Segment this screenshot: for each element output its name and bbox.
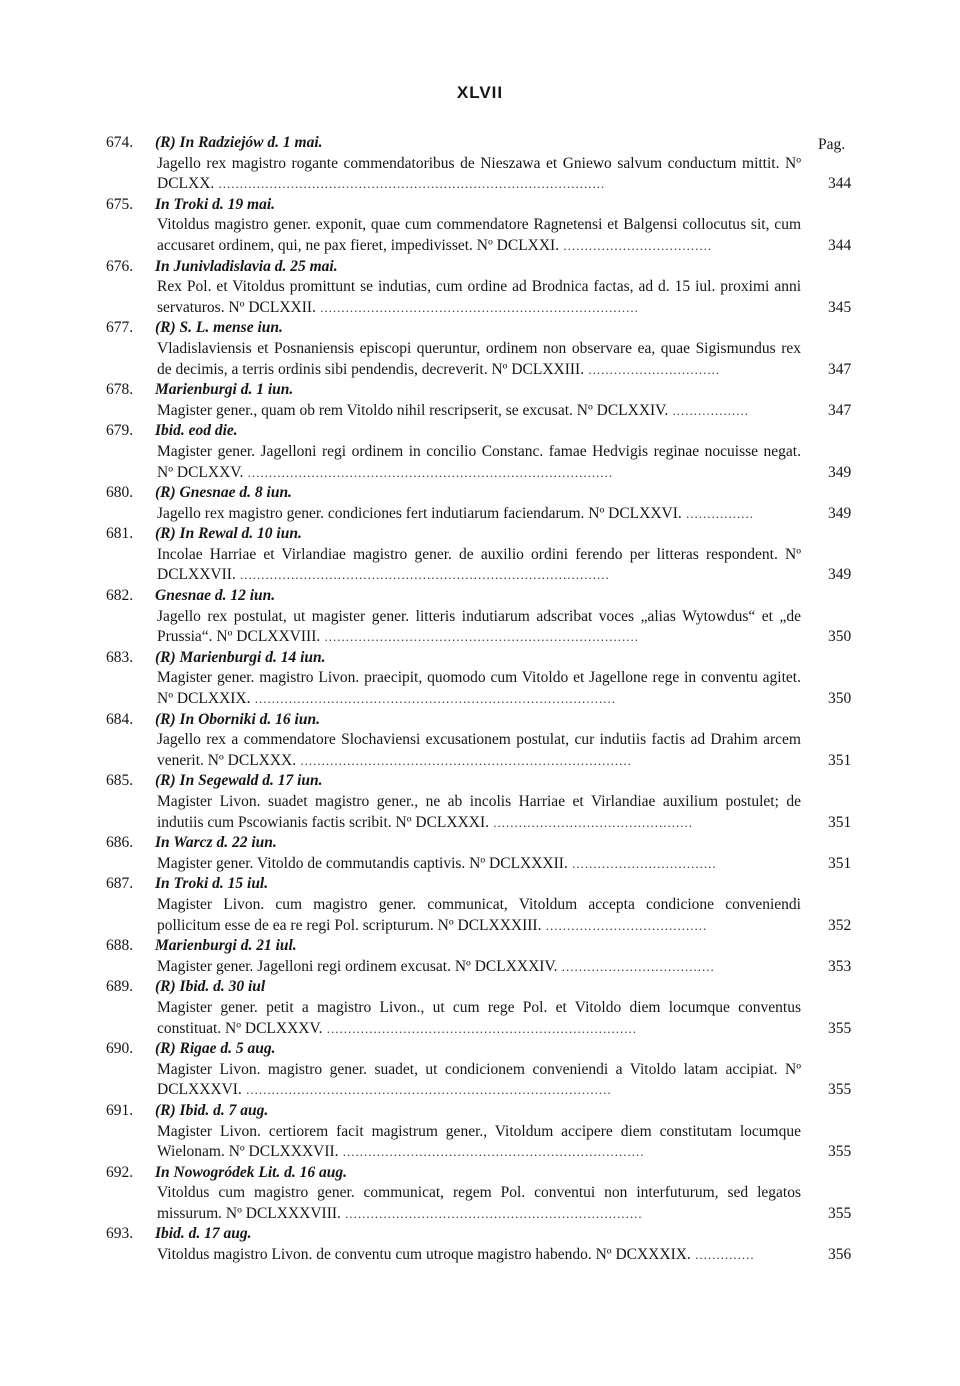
entry-place-date: (R) Marienburgi d. 14 iun. [155,648,326,666]
dot-leader: .......................................................................... [320,629,639,645]
entry-place-date: In Warcz d. 22 iun. [155,834,277,852]
entry-summary [157,792,853,833]
dot-leader: ...................................................................................... [241,1082,612,1098]
entry-text: Magister gener. petit a magistro Livon., ut cum rege Pol. et Vitoldo diem locumque conventus constituat. Nº DCLXXXV. [157,998,801,1037]
entry-number: 680. [106,484,134,502]
page-column-label: Pag. [818,136,846,153]
list-item [0,1224,960,1265]
entry-summary [157,1245,853,1266]
entry-page-number: 351 [828,813,852,831]
entry-heading [0,936,960,957]
entry-heading [0,257,960,278]
entry-text: Magister Livon. cum magistro gener. communicat, Vitoldum accepta condicione conveniendi pollicitum esse de ea re regi Pol. scripturum. Nº DCLXXXIII. [157,895,801,934]
entry-heading [0,1163,960,1184]
entry-text: Magister Livon. magistro gener. suadet, ut condicionem conveniendi a Vitoldo latam accipiat. Nº DCLXXXVI. [157,1060,801,1099]
entry-summary [157,277,853,318]
entry-place-date: In Nowogródek Lit. d. 16 aug. [155,1163,348,1181]
entry-number: 681. [106,525,134,543]
entry-summary [157,215,853,256]
entry-page-number: 353 [828,957,852,975]
entry-summary [157,401,853,422]
list-item [0,833,960,874]
entry-number: 676. [106,257,134,275]
entry-summary [157,442,853,483]
entry-number: 675. [106,195,134,213]
entry-summary [157,957,853,978]
list-item [0,586,960,648]
entry-place-date: Gnesnae d. 12 iun. [155,587,276,605]
entry-summary [157,998,853,1039]
dot-leader: ....................................................................................... [235,567,610,583]
entry-place-date: (R) S. L. mense iun. [155,319,283,337]
list-item [0,421,960,483]
entry-place-date: In Junivladislavia d. 25 mai. [155,257,338,275]
entry-number: 691. [106,1101,134,1119]
entry-summary [157,607,853,648]
entry-number: 692. [106,1163,134,1181]
entry-number: 687. [106,875,134,893]
entry-number: 688. [106,937,134,955]
entry-text: Vitoldus magistro Livon. de conventu cum utroque magistro habendo. Nº DCXXXIX. [157,1246,691,1264]
entry-heading [0,1101,960,1122]
entry-heading [0,524,960,545]
entry-place-date: In Troki d. 19 mai. [155,195,275,213]
entry-text: Jagello rex magistro gener. condiciones fert indutiarum faciendarum. Nº DCLXXVI. [157,504,682,522]
entry-text: Vitoldus magistro gener. exponit, quae cum commendatore Ragnetensi et Balgensi collocutus sit, cum accusaret ordinem, qui, ne pax fieret, impedivisset. Nº DCLXXI. [157,216,801,254]
list-item [0,380,960,421]
entry-text: Magister gener. Vitoldo de commutandis captivis. Nº DCLXXXII. [157,854,568,872]
entry-page-number: 355 [828,1081,852,1099]
dot-leader: .................................... [557,958,715,974]
entry-number: 689. [106,978,134,996]
entry-heading [0,133,960,154]
entry-page-number: 356 [828,1246,852,1264]
entry-text: Vitoldus cum magistro gener. communicat, regem Pol. conventui non interfuturum, sed legatos missurum. Nº DCLXXXVIII. [157,1184,801,1222]
entry-summary [157,730,853,771]
entry-number: 677. [106,319,134,337]
entry-place-date: (R) In Rewal d. 10 iun. [155,525,302,543]
entry-heading [0,483,960,504]
dot-leader: ..................................................................................... [250,691,616,707]
entry-number: 693. [106,1225,134,1243]
entry-place-date: (R) In Oborniki d. 16 iun. [155,710,320,728]
entry-page-number: 350 [828,690,852,708]
dot-leader: ............................................... [489,814,693,830]
list-item [0,257,960,319]
entry-summary [157,154,853,195]
dot-leader: ...................................................................... [340,1205,643,1221]
entry-heading [0,771,960,792]
entry-page-number: 355 [828,1204,852,1222]
entry-page-number: 352 [828,916,852,934]
entry-text: Jagello rex postulat, ut magister gener. litteris indutiarum adscribat voces „alias Wytowdus“ et „de Prussia“. Nº DCLXXVIII. [157,607,801,646]
entry-summary [157,504,853,525]
entry-number: 685. [106,772,134,790]
list-item [0,874,960,936]
dot-leader: ......................................................................... [322,1020,638,1036]
entry-place-date: (R) In Segewald d. 17 iun. [155,772,323,790]
entry-summary [157,545,853,586]
entry-heading [0,1224,960,1245]
dot-leader: .................................. [567,855,717,871]
list-item [0,483,960,524]
list-item [0,133,960,195]
dot-leader: ...................................... [541,917,708,933]
dot-leader: ........................................................................... [315,299,639,315]
entry-heading [0,195,960,216]
entry-heading [0,380,960,401]
dot-leader: .................. [668,402,750,418]
dot-leader: ........................................................................................... [214,176,606,192]
entry-place-date: (R) Gnesnae d. 8 iun. [155,484,292,502]
entry-heading [0,1039,960,1060]
dot-leader: ............................... [584,361,721,377]
entry-place-date: (R) Ibid. d. 30 iul [155,978,266,996]
entry-place-date: (R) In Radziejów d. 1 mai. [155,134,323,151]
entry-page-number: 350 [828,628,852,646]
entry-number: 690. [106,1040,134,1058]
entry-number: 674. [106,134,134,151]
entry-summary [157,1060,853,1101]
list-item [0,710,960,772]
entry-list [0,133,960,1266]
entry-text: Magister gener. Jagelloni regi ordinem excusat. Nº DCLXXXIV. [157,957,558,975]
entry-page-number: 349 [828,566,852,584]
dot-leader: ................................... [559,237,713,253]
entry-heading [0,648,960,669]
entry-text: Magister Livon. suadet magistro gener., ne ab incolis Harriae et Virlandiae auxilium postulet; de indutiis cum Pscowianis factis scribit. Nº DCLXXXI. [157,793,801,831]
entry-text: Jagello rex magistro rogante commendatoribus de Nieszawa et Gniewo salvum conductum mittit. Nº DCLXX. [157,154,801,193]
entry-place-date: Ibid. eod die. [155,422,238,440]
entry-page-number: 347 [828,360,852,378]
entry-summary [157,895,853,936]
entry-page-number: 351 [828,854,852,872]
entry-page-number: 349 [828,463,852,481]
entry-page-number: 355 [828,1143,852,1161]
entry-summary [157,1122,853,1163]
list-item [0,648,960,710]
entry-heading [0,586,960,607]
entry-text: Vladislaviensis et Posnaniensis episcopi queruntur, ordinem non observare ea, quae Sigismundus rex de decimis, a terris ordinis sibi pendendis, decreverit. Nº DCLXXIII. [157,339,801,378]
entry-heading [0,421,960,442]
entry-text: Incolae Harriae et Virlandiae magistro gener. de auxilio ordini ferendo per litteras respondent. Nº DCLXXVII. [157,545,801,584]
entry-number: 683. [106,648,134,666]
entry-summary [157,668,853,709]
entry-heading [0,874,960,895]
entry-heading [0,710,960,731]
entry-summary [157,854,853,875]
entry-number: 679. [106,422,134,440]
entry-heading [0,318,960,339]
list-item [0,195,960,257]
entry-page-number: 351 [828,751,852,769]
list-item [0,977,960,1039]
page-number-header: XLVII [456,83,504,102]
entry-place-date: Marienburgi d. 1 iun. [155,381,294,399]
entry-page-number: 344 [828,236,852,254]
dot-leader: ................ [681,505,755,521]
list-item [0,1163,960,1225]
entry-place-date: Marienburgi d. 21 iul. [155,937,297,955]
entry-summary [157,1183,853,1224]
entry-text: Magister gener., quam ob rem Vitoldo nihil rescripserit, se excusat. Nº DCLXXIV. [157,401,669,419]
entry-place-date: (R) Ibid. d. 7 aug. [155,1101,269,1119]
dot-leader: ....................................................................... [338,1144,645,1160]
entry-number: 686. [106,834,134,852]
entry-text: Rex Pol. et Vitoldus promittunt se indutias, cum ordine ad Brodnica factas, ad d. 15 iul. proximi anni servaturos. Nº DCLXXII. [157,278,801,316]
entry-page-number: 347 [828,401,852,419]
list-item [0,524,960,586]
entry-text: Magister gener. Jagelloni regi ordinem in concilio Constanc. famae Hedvigis reginae nocuisse negat. Nº DCLXXV. [157,442,801,481]
entry-page-number: 355 [828,1019,852,1037]
list-item [0,936,960,977]
entry-page-number: 345 [828,298,852,316]
entry-number: 682. [106,587,134,605]
entry-place-date: In Troki d. 15 iul. [155,875,269,893]
entry-heading [0,833,960,854]
entry-number: 678. [106,381,134,399]
dot-leader: ...................................................................................... [243,464,614,480]
entry-place-date: Ibid. d. 17 aug. [155,1225,252,1243]
entry-page-number: 344 [828,175,852,193]
list-item [0,1101,960,1163]
entry-summary [157,339,853,380]
entry-page-number: 349 [828,504,852,522]
list-item [0,1039,960,1101]
entry-text: Magister Livon. certiorem facit magistrum gener., Vitoldum accipere diem constitutam locumque Wielonam. Nº DCLXXXVII. [157,1122,801,1161]
entry-heading [0,977,960,998]
list-item [0,318,960,380]
dot-leader: .............. [690,1247,755,1263]
entry-text: Magister gener. magistro Livon. praecipit, quomodo cum Vitoldo et Jagellone rege in conventu agitet. Nº DCLXXIX. [157,669,801,708]
dot-leader: .............................................................................. [296,752,632,768]
entry-place-date: (R) Rigae d. 5 aug. [155,1040,276,1058]
entry-text: Jagello rex a commendatore Slochaviensi excusationem postulat, cur indutiis factis ad Drahim arcem venerit. Nº DCLXXX. [157,731,801,769]
entry-number: 684. [106,710,134,728]
list-item [0,771,960,833]
